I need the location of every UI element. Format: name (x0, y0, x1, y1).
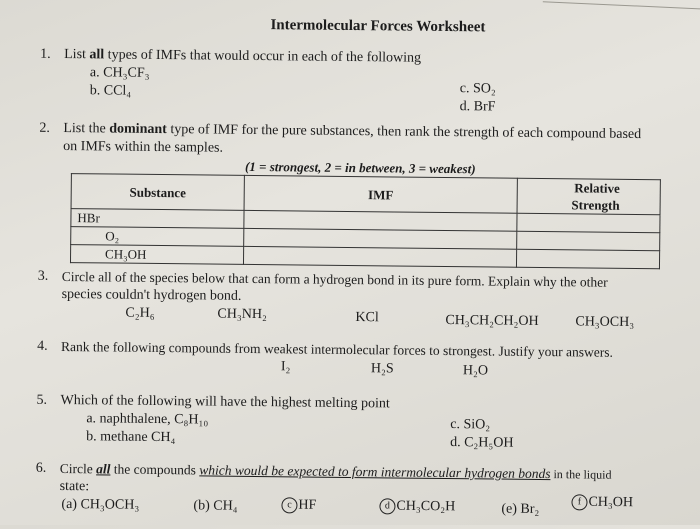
q2-ranking-key: (1 = strongest, 2 = in between, 3 = weakest) (244, 158, 476, 177)
q6-option-f-label: CH₃OH (588, 494, 634, 511)
q5-option-d[interactable]: d. C₂H₅OH (450, 435, 514, 451)
q2-text-post: type of IMF for the pure substances, then rank the strength of each compound based (166, 122, 642, 143)
q6-text-line1 (60, 461, 612, 483)
q1-text-post: types of IMFs that would occur in each of the following (104, 47, 422, 66)
q6-text-post: in the liquid (550, 467, 612, 482)
q2-text-bold: dominant (109, 121, 167, 138)
q3-text-line1: Circle all of the species below that can form a hydrogen bond in its pure form. Explain why the other (61, 268, 608, 290)
q6-option-b[interactable]: (b) CH₄ (193, 498, 238, 514)
q6-option-e[interactable]: (e) Br₂ (501, 501, 540, 517)
q6-text-underlined: which would be expected to form intermolecular hydrogen bonds (199, 462, 551, 482)
imf-table (70, 173, 661, 269)
q5-option-c[interactable]: c. SiO₂ (450, 417, 491, 433)
q6-number: 6. (35, 460, 47, 476)
circled-letter-d: d (379, 498, 395, 514)
q3-species[interactable]: C₂H₆ (125, 305, 155, 321)
q3-text-line2: species couldn't hydrogen bond. (61, 286, 242, 304)
q5-option-a[interactable]: a. naphthalene, C₈H₁₀ (86, 411, 209, 428)
q3-species[interactable]: KCl (355, 310, 379, 326)
paper-edge-line (543, 1, 700, 9)
q2-number: 2. (39, 120, 50, 136)
q4-compound: H₂S (370, 361, 394, 377)
q1-text-bold: all (89, 47, 105, 63)
q5-number: 5. (36, 392, 48, 408)
q6-option-a[interactable]: (a) CH₃OCH₃ (61, 496, 140, 513)
q6-option-d-label: CH₃CO₂H (396, 498, 456, 515)
q1-text (64, 47, 421, 67)
q6-option-c-label: HF (298, 497, 317, 513)
header-imf: IMF (244, 175, 517, 213)
circled-letter-c: c (281, 497, 297, 513)
q6-text-mid: the compounds (110, 461, 200, 478)
q2-text-line2: on IMFs within the samples. (63, 138, 224, 156)
header-substance: Substance (71, 174, 244, 211)
q6-option-c[interactable] (281, 497, 316, 514)
q3-species[interactable]: CH₃OCH₃ (575, 314, 635, 330)
row-substance: CH₃OH (70, 245, 243, 265)
q6-option-d[interactable] (379, 498, 455, 515)
q5-text: Which of the following will have the highest melting point (60, 392, 390, 412)
row-imf-cell[interactable] (243, 246, 516, 267)
worksheet-title: Intermolecular Forces Worksheet (270, 17, 486, 36)
q5-option-b[interactable]: b. methane CH₄ (86, 429, 176, 446)
row-substance: O₂ (71, 227, 244, 247)
q1-number: 1. (40, 46, 51, 62)
row-strength-cell[interactable] (516, 249, 659, 268)
q4-compound: I₂ (280, 359, 291, 375)
q4-text: Rank the following compounds from weakest intermolecular forces to strongest. Justify your answers. (61, 338, 614, 360)
q6-text-line2: state: (59, 478, 90, 495)
header-relative-strength: Relative Strength (517, 178, 660, 214)
circled-letter-f: f (571, 494, 587, 510)
q6-text-bold: all (96, 461, 111, 477)
q1-text-pre: List (64, 46, 90, 63)
q1-option-a: a. CH₃CF₃ (89, 65, 150, 81)
q6-option-f[interactable] (571, 494, 633, 511)
row-strength-cell[interactable] (517, 231, 660, 250)
q1-option-c: c. SO₂ (459, 81, 496, 97)
q2-text-pre: List the (63, 120, 110, 137)
q1-option-d: d. BrF (459, 99, 496, 115)
q1-option-b: b. CCl₄ (89, 83, 132, 99)
q4-compound: H₂O (462, 363, 489, 379)
q4-number: 4. (37, 338, 48, 354)
q3-number: 3. (37, 268, 49, 284)
q3-species[interactable]: CH₃NH₂ (217, 306, 267, 323)
row-strength-cell[interactable] (517, 213, 660, 232)
row-substance: HBr (71, 209, 244, 229)
q3-species[interactable]: CH₃CH₂CH₂OH (445, 313, 539, 329)
q6-text-pre: Circle (59, 460, 97, 477)
